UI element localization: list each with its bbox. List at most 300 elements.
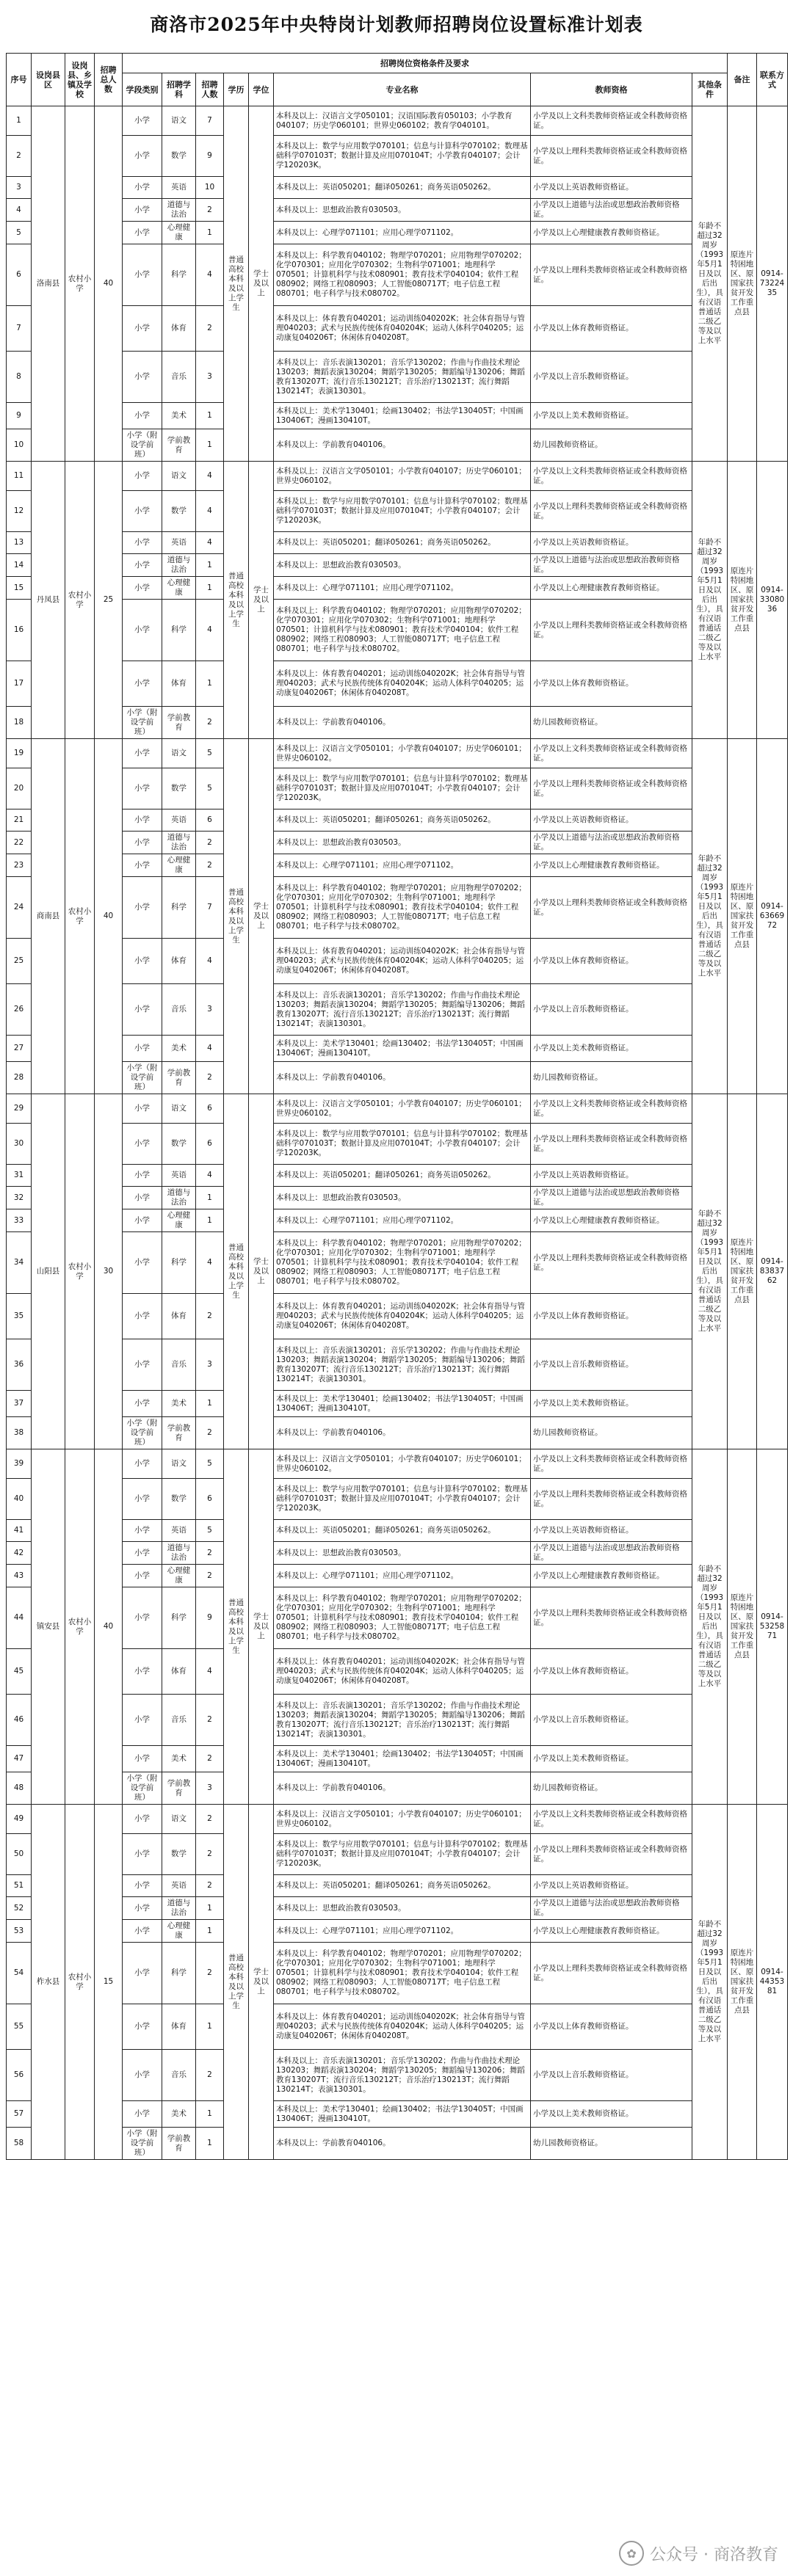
seq-cell: 38 bbox=[7, 1417, 32, 1449]
subject-cell: 音乐 bbox=[162, 2050, 196, 2101]
major-cell: 本科及以上：科学教育040102；物理学070201；应用物理学070202；化学070301；应用化学070302；生物科学071001；地理科学070501；计算机科学与技术080901；教育技术学040104；软件工程080902；网络工程080903；人工智能080717T；电子信息工程080701；电子科学与技术080702。 bbox=[274, 877, 531, 939]
major-cell: 本科及以上：美术学130401；绘画130402；书法学130405T；中国画130406T；漫画130410T。 bbox=[274, 1746, 531, 1772]
cert-cell: 小学及以上理科类教师资格证或全科教师资格证。 bbox=[531, 136, 692, 177]
seq-cell: 45 bbox=[7, 1649, 32, 1695]
major-cell: 本科及以上：体育教育040201；运动训练040202K；社会体育指导与管理040203；武术与民族传统体育040204K；运动人体科学040205；运动康复040206T；休闲体育040208T。 bbox=[274, 1294, 531, 1339]
seq-cell: 51 bbox=[7, 1875, 32, 1897]
major-cell: 本科及以上：心理学071101；应用心理学071102。 bbox=[274, 1209, 531, 1232]
count-cell: 4 bbox=[196, 939, 224, 984]
subject-cell: 英语 bbox=[162, 1165, 196, 1187]
major-cell: 本科及以上：学前教育040106。 bbox=[274, 1062, 531, 1094]
table-row bbox=[7, 1294, 788, 1339]
table-row bbox=[7, 244, 788, 306]
count-cell: 2 bbox=[196, 707, 224, 739]
subject-cell: 科学 bbox=[162, 244, 196, 306]
table-row bbox=[7, 768, 788, 809]
seq-cell: 2 bbox=[7, 136, 32, 177]
header-subject: 招聘学科 bbox=[162, 73, 196, 106]
major-cell: 本科及以上：汉语言文学050101；小学教育040107；历史学060101；世界史060102。 bbox=[274, 1094, 531, 1124]
other-cell: 年龄不超过32周岁（1993年5月1日及以后出生），具有汉语普通话二级乙等及以上水平 bbox=[692, 1094, 728, 1449]
major-cell: 本科及以上：英语050201；翻译050261；商务英语050262。 bbox=[274, 1875, 531, 1897]
table-row bbox=[7, 1695, 788, 1746]
section-cell: 小学 bbox=[123, 832, 162, 854]
education-cell: 普通高校本科及以上学生 bbox=[224, 1449, 249, 1805]
cert-cell: 小学及以上音乐教师资格证。 bbox=[531, 984, 692, 1036]
count-cell: 1 bbox=[196, 661, 224, 707]
other-cell: 年龄不超过32周岁（1993年5月1日及以后出生），具有汉语普通话二级乙等及以上水平 bbox=[692, 1449, 728, 1805]
table-row bbox=[7, 1875, 788, 1897]
section-cell: 小学 bbox=[123, 222, 162, 244]
major-cell: 本科及以上：数学与应用数学070101；信息与计算科学070102；数理基础科学070103T；数据计算及应用070104T；小学教育040107；会计学120203K。 bbox=[274, 1124, 531, 1165]
subject-cell: 道德与法治 bbox=[162, 199, 196, 222]
major-cell: 本科及以上：英语050201；翻译050261；商务英语050262。 bbox=[274, 177, 531, 199]
section-cell: 小学 bbox=[123, 854, 162, 877]
subject-cell: 心理健康 bbox=[162, 1565, 196, 1587]
subject-cell: 心理健康 bbox=[162, 577, 196, 600]
major-cell: 本科及以上：科学教育040102；物理学070201；应用物理学070202；化学070301；应用化学070302；生物科学071001；地理科学070501；计算机科学与技术080901；教育技术学040104；软件工程080902；网络工程080903；人工智能080717T；电子信息工程080701；电子科学与技术080702。 bbox=[274, 1587, 531, 1649]
subject-cell: 语文 bbox=[162, 1449, 196, 1479]
seq-cell: 26 bbox=[7, 984, 32, 1036]
cert-cell: 小学及以上美术教师资格证。 bbox=[531, 1746, 692, 1772]
cert-cell: 小学及以上理科类教师资格证或全科教师资格证。 bbox=[531, 1834, 692, 1875]
section-cell: 小学 bbox=[123, 1294, 162, 1339]
table-row bbox=[7, 600, 788, 661]
subject-cell: 数学 bbox=[162, 1834, 196, 1875]
major-cell: 本科及以上：美术学130401；绘画130402；书法学130405T；中国画130406T；漫画130410T。 bbox=[274, 403, 531, 429]
seq-cell: 24 bbox=[7, 877, 32, 939]
subject-cell: 道德与法治 bbox=[162, 832, 196, 854]
major-cell: 本科及以上：思想政治教育030503。 bbox=[274, 1542, 531, 1565]
count-cell: 6 bbox=[196, 809, 224, 832]
count-cell: 2 bbox=[196, 199, 224, 222]
cert-cell: 小学及以上英语教师资格证。 bbox=[531, 1875, 692, 1897]
section-cell: 小学 bbox=[123, 1449, 162, 1479]
header-note: 备注 bbox=[728, 54, 757, 106]
cert-cell: 小学及以上理科类教师资格证或全科教师资格证。 bbox=[531, 1124, 692, 1165]
count-cell: 7 bbox=[196, 877, 224, 939]
table-row bbox=[7, 1772, 788, 1805]
major-cell: 本科及以上：体育教育040201；运动训练040202K；社会体育指导与管理040203；武术与民族传统体育040204K；运动人体科学040205；运动康复040206T；休闲体育040208T。 bbox=[274, 1649, 531, 1695]
seq-cell: 10 bbox=[7, 429, 32, 462]
cert-cell: 小学及以上美术教师资格证。 bbox=[531, 2101, 692, 2128]
section-cell: 小学 bbox=[123, 1479, 162, 1520]
subject-cell: 科学 bbox=[162, 877, 196, 939]
section-cell: 小学 bbox=[123, 244, 162, 306]
seq-cell: 57 bbox=[7, 2101, 32, 2128]
county-cell: 柞水县 bbox=[32, 1805, 65, 2160]
table-row bbox=[7, 1897, 788, 1920]
subject-cell: 音乐 bbox=[162, 984, 196, 1036]
subject-cell: 学前教育 bbox=[162, 429, 196, 462]
table-row bbox=[7, 352, 788, 403]
cert-cell: 小学及以上道德与法治或思想政治教师资格证。 bbox=[531, 1542, 692, 1565]
cert-cell: 小学及以上心理健康教育教师资格证。 bbox=[531, 1209, 692, 1232]
table-row bbox=[7, 1649, 788, 1695]
wechat-icon: ✿ bbox=[619, 2541, 644, 2566]
table-row bbox=[7, 1920, 788, 1943]
cert-cell: 幼儿园教师资格证。 bbox=[531, 707, 692, 739]
subject-cell: 科学 bbox=[162, 1943, 196, 2004]
subject-cell: 美术 bbox=[162, 1746, 196, 1772]
section-cell: 小学 bbox=[123, 1165, 162, 1187]
table-row bbox=[7, 222, 788, 244]
subject-cell: 心理健康 bbox=[162, 1920, 196, 1943]
section-cell: 小学 bbox=[123, 984, 162, 1036]
major-cell: 本科及以上：思想政治教育030503。 bbox=[274, 1897, 531, 1920]
note-cell: 原连片特困地区、原国家扶贫开发工作重点县 bbox=[728, 739, 757, 1094]
county-cell: 镇安县 bbox=[32, 1449, 65, 1805]
seq-cell: 27 bbox=[7, 1036, 32, 1062]
contact-cell: 0914-5325871 bbox=[757, 1449, 788, 1805]
seq-cell: 35 bbox=[7, 1294, 32, 1339]
count-cell: 5 bbox=[196, 1520, 224, 1542]
subject-cell: 学前教育 bbox=[162, 1417, 196, 1449]
total-cell: 40 bbox=[95, 739, 123, 1094]
major-cell: 本科及以上：学前教育040106。 bbox=[274, 707, 531, 739]
section-cell: 小学 bbox=[123, 877, 162, 939]
count-cell: 1 bbox=[196, 577, 224, 600]
header-degree: 学位 bbox=[249, 73, 274, 106]
subject-cell: 数学 bbox=[162, 491, 196, 532]
cert-cell: 小学及以上道德与法治或思想政治教师资格证。 bbox=[531, 1187, 692, 1209]
major-cell: 本科及以上：音乐表演130201；音乐学130202；作曲与作曲技术理论130203；舞蹈表演130204；舞蹈学130205；舞蹈编导130206；舞蹈教育130207T；流行音乐130212T；音乐治疗130213T；流行舞蹈130214T；表演130301。 bbox=[274, 352, 531, 403]
seq-cell: 13 bbox=[7, 532, 32, 554]
table-body bbox=[7, 106, 788, 2160]
seq-cell: 21 bbox=[7, 809, 32, 832]
cert-cell: 小学及以上理科类教师资格证或全科教师资格证。 bbox=[531, 600, 692, 661]
count-cell: 1 bbox=[196, 403, 224, 429]
school-cell: 农村小学 bbox=[65, 1094, 95, 1449]
count-cell: 2 bbox=[196, 854, 224, 877]
cert-cell: 小学及以上英语教师资格证。 bbox=[531, 532, 692, 554]
table-row bbox=[7, 1565, 788, 1587]
count-cell: 2 bbox=[196, 1746, 224, 1772]
subject-cell: 语文 bbox=[162, 739, 196, 768]
cert-cell: 小学及以上音乐教师资格证。 bbox=[531, 1339, 692, 1391]
count-cell: 1 bbox=[196, 2101, 224, 2128]
seq-cell: 34 bbox=[7, 1232, 32, 1294]
header-section: 学段类别 bbox=[123, 73, 162, 106]
cert-cell: 小学及以上美术教师资格证。 bbox=[531, 1036, 692, 1062]
table-row bbox=[7, 1339, 788, 1391]
table-row bbox=[7, 429, 788, 462]
major-cell: 本科及以上：科学教育040102；物理学070201；应用物理学070202；化学070301；应用化学070302；生物科学071001；地理科学070501；计算机科学与技术080901；教育技术学040104；软件工程080902；网络工程080903；人工智能080717T；电子信息工程080701；电子科学与技术080702。 bbox=[274, 244, 531, 306]
subject-cell: 道德与法治 bbox=[162, 554, 196, 577]
cert-cell: 小学及以上文科类教师资格证或全科教师资格证。 bbox=[531, 1805, 692, 1834]
major-cell: 本科及以上：汉语言文学050101；小学教育040107；历史学060101；世界史060102。 bbox=[274, 462, 531, 491]
major-cell: 本科及以上：汉语言文学050101；小学教育040107；历史学060101；世界史060102。 bbox=[274, 1449, 531, 1479]
total-cell: 30 bbox=[95, 1094, 123, 1449]
section-cell: 小学 bbox=[123, 600, 162, 661]
contact-cell: 0914-6366972 bbox=[757, 739, 788, 1094]
table-row bbox=[7, 1542, 788, 1565]
cert-cell: 小学及以上心理健康教育教师资格证。 bbox=[531, 577, 692, 600]
table-row bbox=[7, 1587, 788, 1649]
count-cell: 2 bbox=[196, 1875, 224, 1897]
count-cell: 6 bbox=[196, 1479, 224, 1520]
section-cell: 小学 bbox=[123, 1565, 162, 1587]
seq-cell: 25 bbox=[7, 939, 32, 984]
subject-cell: 美术 bbox=[162, 403, 196, 429]
contact-cell: 0914-3308036 bbox=[757, 462, 788, 739]
subject-cell: 科学 bbox=[162, 1232, 196, 1294]
major-cell: 本科及以上：英语050201；翻译050261；商务英语050262。 bbox=[274, 532, 531, 554]
count-cell: 5 bbox=[196, 739, 224, 768]
header-seq: 序号 bbox=[7, 54, 32, 106]
subject-cell: 语文 bbox=[162, 1094, 196, 1124]
cert-cell: 小学及以上理科类教师资格证或全科教师资格证。 bbox=[531, 768, 692, 809]
section-cell: 小学 bbox=[123, 2004, 162, 2050]
count-cell: 4 bbox=[196, 532, 224, 554]
major-cell: 本科及以上：数学与应用数学070101；信息与计算科学070102；数理基础科学070103T；数据计算及应用070104T；小学教育040107；会计学120203K。 bbox=[274, 1834, 531, 1875]
count-cell: 4 bbox=[196, 1649, 224, 1695]
table-row bbox=[7, 1520, 788, 1542]
section-cell: 小学 bbox=[123, 809, 162, 832]
count-cell: 4 bbox=[196, 600, 224, 661]
count-cell: 1 bbox=[196, 222, 224, 244]
major-cell: 本科及以上：英语050201；翻译050261；商务英语050262。 bbox=[274, 809, 531, 832]
cert-cell: 小学及以上理科类教师资格证或全科教师资格证。 bbox=[531, 1232, 692, 1294]
cert-cell: 小学及以上体育教师资格证。 bbox=[531, 2004, 692, 2050]
major-cell: 本科及以上：心理学071101；应用心理学071102。 bbox=[274, 222, 531, 244]
major-cell: 本科及以上：体育教育040201；运动训练040202K；社会体育指导与管理040203；武术与民族传统体育040204K；运动人体科学040205；运动康复040206T；休闲体育040208T。 bbox=[274, 661, 531, 707]
table-row bbox=[7, 809, 788, 832]
seq-cell: 22 bbox=[7, 832, 32, 854]
major-cell: 本科及以上：数学与应用数学070101；信息与计算科学070102；数理基础科学070103T；数据计算及应用070104T；小学教育040107；会计学120203K。 bbox=[274, 136, 531, 177]
major-cell: 本科及以上：学前教育040106。 bbox=[274, 2128, 531, 2160]
note-cell: 原连片特困地区、原国家扶贫开发工作重点县 bbox=[728, 106, 757, 462]
section-cell: 小学 bbox=[123, 1875, 162, 1897]
count-cell: 3 bbox=[196, 1772, 224, 1805]
section-cell: 小学 bbox=[123, 1920, 162, 1943]
table-row bbox=[7, 1805, 788, 1834]
total-cell: 40 bbox=[95, 1449, 123, 1805]
section-cell: 小学 bbox=[123, 1542, 162, 1565]
major-cell: 本科及以上：心理学071101；应用心理学071102。 bbox=[274, 854, 531, 877]
header-school-type: 设岗县、乡镇及学校 bbox=[65, 54, 95, 106]
seq-cell: 18 bbox=[7, 707, 32, 739]
degree-cell: 学士及以上 bbox=[249, 739, 274, 1094]
other-cell: 年龄不超过32周岁（1993年5月1日及以后出生），具有汉语普通话二级乙等及以上水平 bbox=[692, 106, 728, 462]
major-cell: 本科及以上：体育教育040201；运动训练040202K；社会体育指导与管理040203；武术与民族传统体育040204K；运动人体科学040205；运动康复040206T；休闲体育040208T。 bbox=[274, 306, 531, 352]
seq-cell: 39 bbox=[7, 1449, 32, 1479]
table-row bbox=[7, 1094, 788, 1124]
watermark-text: 公众号 · 商洛教育 bbox=[650, 2545, 778, 2564]
count-cell: 6 bbox=[196, 1124, 224, 1165]
seq-cell: 56 bbox=[7, 2050, 32, 2101]
subject-cell: 音乐 bbox=[162, 1339, 196, 1391]
section-cell: 小学 bbox=[123, 768, 162, 809]
subject-cell: 语文 bbox=[162, 462, 196, 491]
header-requirements-group: 招聘岗位资格条件及要求 bbox=[123, 54, 728, 73]
section-cell: 小学 bbox=[123, 177, 162, 199]
header-count: 招聘人数 bbox=[196, 73, 224, 106]
cert-cell: 小学及以上道德与法治或思想政治教师资格证。 bbox=[531, 1897, 692, 1920]
cert-cell: 小学及以上音乐教师资格证。 bbox=[531, 1695, 692, 1746]
count-cell: 10 bbox=[196, 177, 224, 199]
county-cell: 商南县 bbox=[32, 739, 65, 1094]
count-cell: 1 bbox=[196, 1209, 224, 1232]
section-cell: 小学 bbox=[123, 1520, 162, 1542]
count-cell: 3 bbox=[196, 352, 224, 403]
major-cell: 本科及以上：数学与应用数学070101；信息与计算科学070102；数理基础科学070103T；数据计算及应用070104T；小学教育040107；会计学120203K。 bbox=[274, 491, 531, 532]
cert-cell: 小学及以上文科类教师资格证或全科教师资格证。 bbox=[531, 462, 692, 491]
section-cell: 小学 bbox=[123, 1587, 162, 1649]
section-cell: 小学 bbox=[123, 1391, 162, 1417]
degree-cell: 学士及以上 bbox=[249, 1449, 274, 1805]
note-cell: 原连片特困地区、原国家扶贫开发工作重点县 bbox=[728, 1805, 757, 2160]
count-cell: 2 bbox=[196, 1805, 224, 1834]
header-education: 学历 bbox=[224, 73, 249, 106]
major-cell: 本科及以上：思想政治教育030503。 bbox=[274, 554, 531, 577]
subject-cell: 心理健康 bbox=[162, 1209, 196, 1232]
seq-cell: 42 bbox=[7, 1542, 32, 1565]
table-row bbox=[7, 739, 788, 768]
count-cell: 4 bbox=[196, 1232, 224, 1294]
section-cell: 小学 bbox=[123, 1094, 162, 1124]
subject-cell: 英语 bbox=[162, 177, 196, 199]
subject-cell: 英语 bbox=[162, 532, 196, 554]
major-cell: 本科及以上：音乐表演130201；音乐学130202；作曲与作曲技术理论130203；舞蹈表演130204；舞蹈学130205；舞蹈编导130206；舞蹈教育130207T；流行音乐130212T；音乐治疗130213T；流行舞蹈130214T；表演130301。 bbox=[274, 1339, 531, 1391]
subject-cell: 道德与法治 bbox=[162, 1187, 196, 1209]
section-cell: 小学 bbox=[123, 1339, 162, 1391]
cert-cell: 幼儿园教师资格证。 bbox=[531, 1062, 692, 1094]
table-row bbox=[7, 136, 788, 177]
major-cell: 本科及以上：数学与应用数学070101；信息与计算科学070102；数理基础科学070103T；数据计算及应用070104T；小学教育040107；会计学120203K。 bbox=[274, 1479, 531, 1520]
section-cell: 小学 bbox=[123, 1695, 162, 1746]
cert-cell: 幼儿园教师资格证。 bbox=[531, 1772, 692, 1805]
seq-cell: 49 bbox=[7, 1805, 32, 1834]
section-cell: 小学（附设学前班） bbox=[123, 1772, 162, 1805]
count-cell: 2 bbox=[196, 1542, 224, 1565]
header-contact: 联系方式 bbox=[757, 54, 788, 106]
section-cell: 小学 bbox=[123, 199, 162, 222]
total-cell: 15 bbox=[95, 1805, 123, 2160]
major-cell: 本科及以上：思想政治教育030503。 bbox=[274, 199, 531, 222]
count-cell: 2 bbox=[196, 1695, 224, 1746]
seq-cell: 29 bbox=[7, 1094, 32, 1124]
cert-cell: 小学及以上音乐教师资格证。 bbox=[531, 352, 692, 403]
subject-cell: 学前教育 bbox=[162, 1062, 196, 1094]
seq-cell: 52 bbox=[7, 1897, 32, 1920]
total-cell: 25 bbox=[95, 462, 123, 739]
count-cell: 1 bbox=[196, 554, 224, 577]
count-cell: 4 bbox=[196, 1036, 224, 1062]
seq-cell: 15 bbox=[7, 577, 32, 600]
major-cell: 本科及以上：美术学130401；绘画130402；书法学130405T；中国画130406T；漫画130410T。 bbox=[274, 2101, 531, 2128]
table-row bbox=[7, 1746, 788, 1772]
count-cell: 3 bbox=[196, 1339, 224, 1391]
count-cell: 7 bbox=[196, 106, 224, 136]
major-cell: 本科及以上：英语050201；翻译050261；商务英语050262。 bbox=[274, 1165, 531, 1187]
cert-cell: 小学及以上英语教师资格证。 bbox=[531, 177, 692, 199]
section-cell: 小学 bbox=[123, 1834, 162, 1875]
major-cell: 本科及以上：思想政治教育030503。 bbox=[274, 832, 531, 854]
seq-cell: 20 bbox=[7, 768, 32, 809]
note-cell: 原连片特困地区、原国家扶贫开发工作重点县 bbox=[728, 462, 757, 739]
table-row bbox=[7, 1036, 788, 1062]
seq-cell: 28 bbox=[7, 1062, 32, 1094]
education-cell: 普通高校本科及以上学生 bbox=[224, 106, 249, 462]
cert-cell: 小学及以上文科类教师资格证或全科教师资格证。 bbox=[531, 739, 692, 768]
table-row bbox=[7, 1391, 788, 1417]
count-cell: 2 bbox=[196, 1943, 224, 2004]
count-cell: 1 bbox=[196, 1897, 224, 1920]
section-cell: 小学 bbox=[123, 739, 162, 768]
count-cell: 2 bbox=[196, 832, 224, 854]
header-county: 设岗县区 bbox=[32, 54, 65, 106]
count-cell: 1 bbox=[196, 1187, 224, 1209]
major-cell: 本科及以上：科学教育040102；物理学070201；应用物理学070202；化学070301；应用化学070302；生物科学071001；地理科学070501；计算机科学与技术080901；教育技术学040104；软件工程080902；网络工程080903；人工智能080717T；电子信息工程080701；电子科学与技术080702。 bbox=[274, 1943, 531, 2004]
subject-cell: 道德与法治 bbox=[162, 1897, 196, 1920]
subject-cell: 美术 bbox=[162, 1391, 196, 1417]
section-cell: 小学（附设学前班） bbox=[123, 707, 162, 739]
cert-cell: 小学及以上道德与法治或思想政治教师资格证。 bbox=[531, 199, 692, 222]
table-row bbox=[7, 832, 788, 854]
table-row bbox=[7, 554, 788, 577]
cert-cell: 小学及以上心理健康教育教师资格证。 bbox=[531, 222, 692, 244]
table-row bbox=[7, 532, 788, 554]
degree-cell: 学士及以上 bbox=[249, 462, 274, 739]
section-cell: 小学 bbox=[123, 577, 162, 600]
cert-cell: 小学及以上道德与法治或思想政治教师资格证。 bbox=[531, 832, 692, 854]
count-cell: 4 bbox=[196, 491, 224, 532]
table-row bbox=[7, 577, 788, 600]
section-cell: 小学（附设学前班） bbox=[123, 429, 162, 462]
section-cell: 小学 bbox=[123, 554, 162, 577]
subject-cell: 学前教育 bbox=[162, 707, 196, 739]
table-row bbox=[7, 1449, 788, 1479]
table-row bbox=[7, 2050, 788, 2101]
seq-cell: 23 bbox=[7, 854, 32, 877]
count-cell: 2 bbox=[196, 2050, 224, 2101]
major-cell: 本科及以上：英语050201；翻译050261；商务英语050262。 bbox=[274, 1520, 531, 1542]
table-row bbox=[7, 306, 788, 352]
table-row bbox=[7, 462, 788, 491]
contact-cell: 0914-4435381 bbox=[757, 1805, 788, 2160]
seq-cell: 17 bbox=[7, 661, 32, 707]
table-row bbox=[7, 707, 788, 739]
seq-cell: 12 bbox=[7, 491, 32, 532]
table-row bbox=[7, 1124, 788, 1165]
subject-cell: 英语 bbox=[162, 809, 196, 832]
subject-cell: 体育 bbox=[162, 1294, 196, 1339]
note-cell: 原连片特困地区、原国家扶贫开发工作重点县 bbox=[728, 1094, 757, 1449]
seq-cell: 53 bbox=[7, 1920, 32, 1943]
count-cell: 2 bbox=[196, 306, 224, 352]
table-row bbox=[7, 2004, 788, 2050]
header-other: 其他条件 bbox=[692, 73, 728, 106]
cert-cell: 小学及以上音乐教师资格证。 bbox=[531, 2050, 692, 2101]
page-title: 商洛市2025年中央特岗计划教师招聘岗位设置标准计划表 bbox=[150, 14, 643, 35]
seq-cell: 5 bbox=[7, 222, 32, 244]
school-cell: 农村小学 bbox=[65, 1449, 95, 1805]
table-row bbox=[7, 854, 788, 877]
major-cell: 本科及以上：体育教育040201；运动训练040202K；社会体育指导与管理040203；武术与民族传统体育040204K；运动人体科学040205；运动康复040206T；休闲体育040208T。 bbox=[274, 939, 531, 984]
table-row bbox=[7, 1943, 788, 2004]
cert-cell: 小学及以上道德与法治或思想政治教师资格证。 bbox=[531, 554, 692, 577]
section-cell: 小学 bbox=[123, 491, 162, 532]
count-cell: 5 bbox=[196, 1449, 224, 1479]
seq-cell: 50 bbox=[7, 1834, 32, 1875]
subject-cell: 心理健康 bbox=[162, 854, 196, 877]
table-row bbox=[7, 1165, 788, 1187]
section-cell: 小学 bbox=[123, 939, 162, 984]
subject-cell: 数学 bbox=[162, 1479, 196, 1520]
subject-cell: 体育 bbox=[162, 1649, 196, 1695]
subject-cell: 体育 bbox=[162, 306, 196, 352]
section-cell: 小学 bbox=[123, 462, 162, 491]
